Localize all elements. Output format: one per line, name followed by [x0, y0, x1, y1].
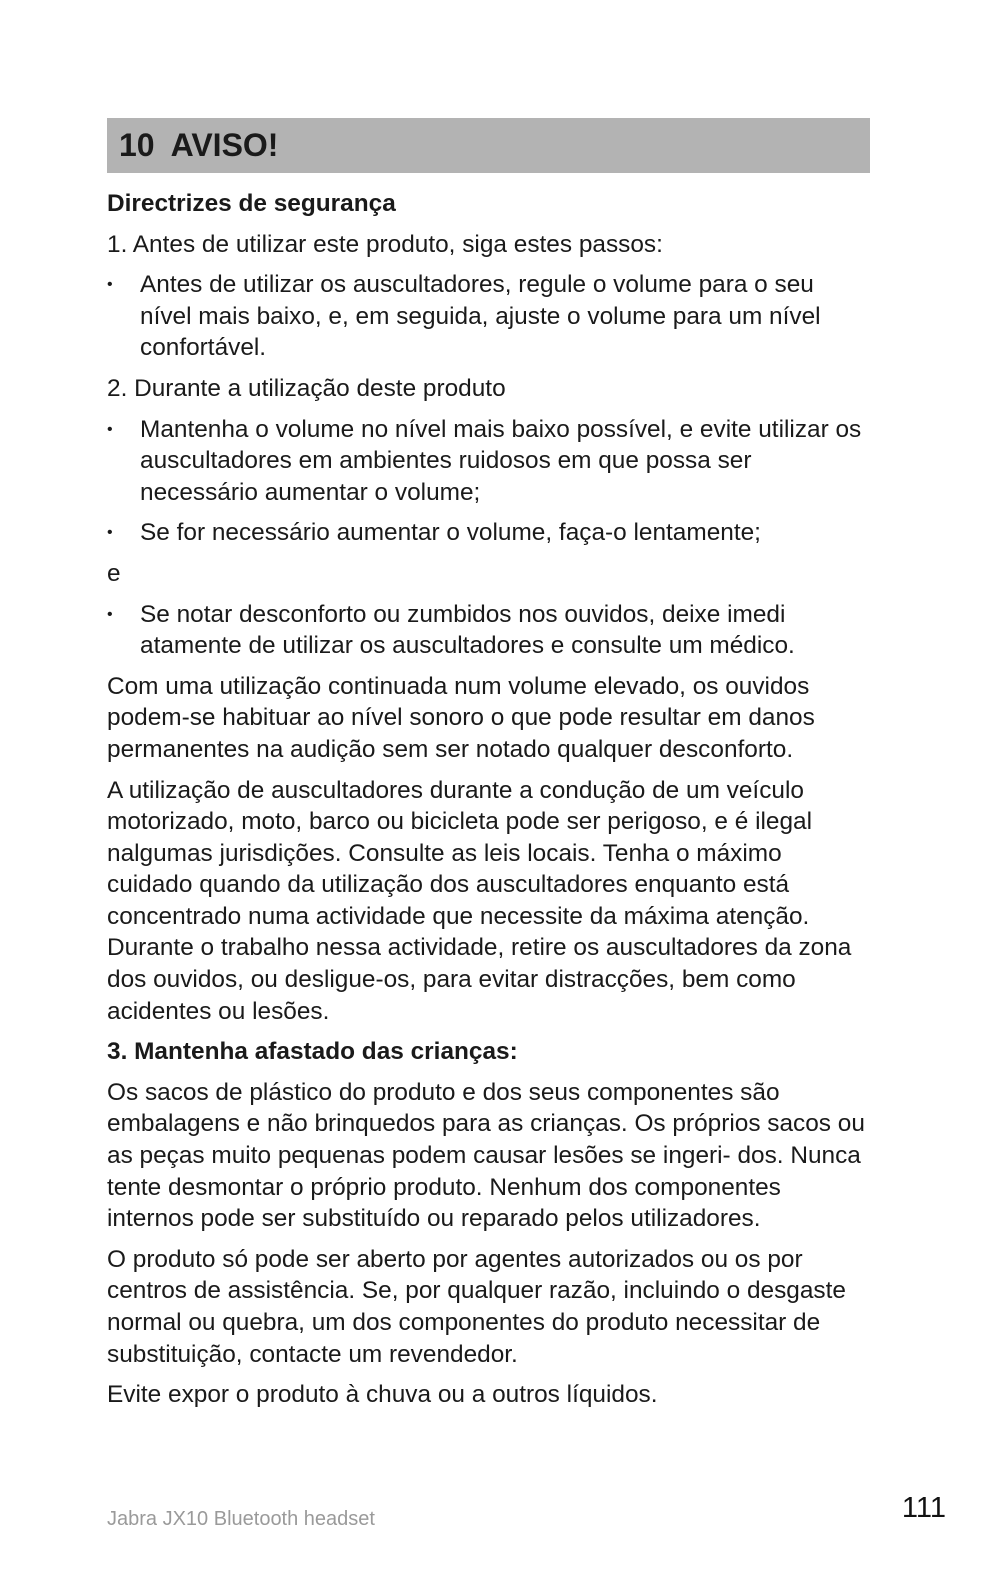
- bullet-icon: •: [107, 276, 113, 294]
- list-item: [107, 414, 870, 509]
- safety-heading: Directrizes de segurança: [107, 190, 396, 217]
- section-title: AVISO!: [170, 127, 279, 163]
- paragraph-continued-use: Com uma utilização continuada num volume elevado, os ouvidos podem-se habituar ao nível sonoro o que pode resultar em danos permanentes na audição sem ser notado qualquer desconforto.: [107, 672, 815, 763]
- list-item-text: Mantenha o volume no nível mais baixo possível, e evite utilizar os auscultadores em ambientes ruidosos em que possa ser necessário aumentar o volume;: [140, 415, 862, 506]
- children-heading: 3. Mantenha afastado das crianças:: [107, 1038, 518, 1066]
- section-number: 10: [119, 127, 155, 163]
- paragraph-rain: Evite expor o produto à chuva ou a outros líquidos.: [107, 1381, 658, 1409]
- bullet-icon: •: [107, 605, 113, 623]
- paragraph-opening: O produto só pode ser aberto por agentes autorizados ou os por centros de assistência. Se, por qualquer razão, incluindo o desgaste normal ou quebra, um dos componentes do produto necessitar de substituição, contacte um revendedor.: [107, 1245, 846, 1368]
- bullet-icon: •: [107, 524, 113, 542]
- bullet-list-3: [107, 599, 870, 662]
- list-item-text: Antes de utilizar os auscultadores, regule o volume para o seu nível mais baixo, e, em seguida, ajuste o volume para um nível confortável.: [140, 271, 821, 362]
- paragraph-driving: A utilização de auscultadores durante a condução de um veículo motorizado, moto, barco ou bicicleta pode ser perigoso, e é ilegal nalgumas jurisdições. Consulte as leis locais. Tenha o máximo cuidado quando da utilização dos auscultadores enquanto está concentrado numa actividade que necessite da máxima atenção. Durante o trabalho nessa actividade, retire os auscultadores da zona dos ouvidos, ou desligue-os, para evitar distracções, bem como acidentes ou lesões.: [107, 776, 852, 1025]
- section-header: [107, 118, 870, 173]
- step-1: 1. Antes de utilizar este produto, siga estes passos:: [107, 230, 663, 258]
- document-body: [107, 188, 870, 1420]
- footer-product-name: Jabra JX10 Bluetooth headset: [107, 1508, 375, 1530]
- list-item-text: Se notar desconforto ou zumbidos nos ouvidos, deixe imedi atamente de utilizar os auscultadores e consulte um médico.: [140, 600, 795, 660]
- list-item: [107, 269, 870, 364]
- list-item-text: Se for necessário aumentar o volume, faça-o lentamente;: [140, 519, 761, 547]
- connector-text: e: [107, 559, 121, 587]
- paragraph-plastic-bags: Os sacos de plástico do produto e dos seus componentes são embalagens e não brinquedos para as crianças. Os próprios sacos ou as peças muito pequenas podem causar lesões se ingeri- dos. Nunca tente desmontar o próprio produto. Nenhum dos componentes internos pode ser substituído ou reparado pelos utilizadores.: [107, 1078, 865, 1233]
- page-number: 111: [901, 1492, 946, 1524]
- bullet-list-1: [107, 269, 870, 364]
- list-item: [107, 517, 870, 549]
- bullet-list-2: [107, 414, 870, 549]
- list-item: [107, 599, 870, 662]
- bullet-icon: •: [107, 420, 113, 438]
- step-2: 2. Durante a utilização deste produto: [107, 374, 506, 402]
